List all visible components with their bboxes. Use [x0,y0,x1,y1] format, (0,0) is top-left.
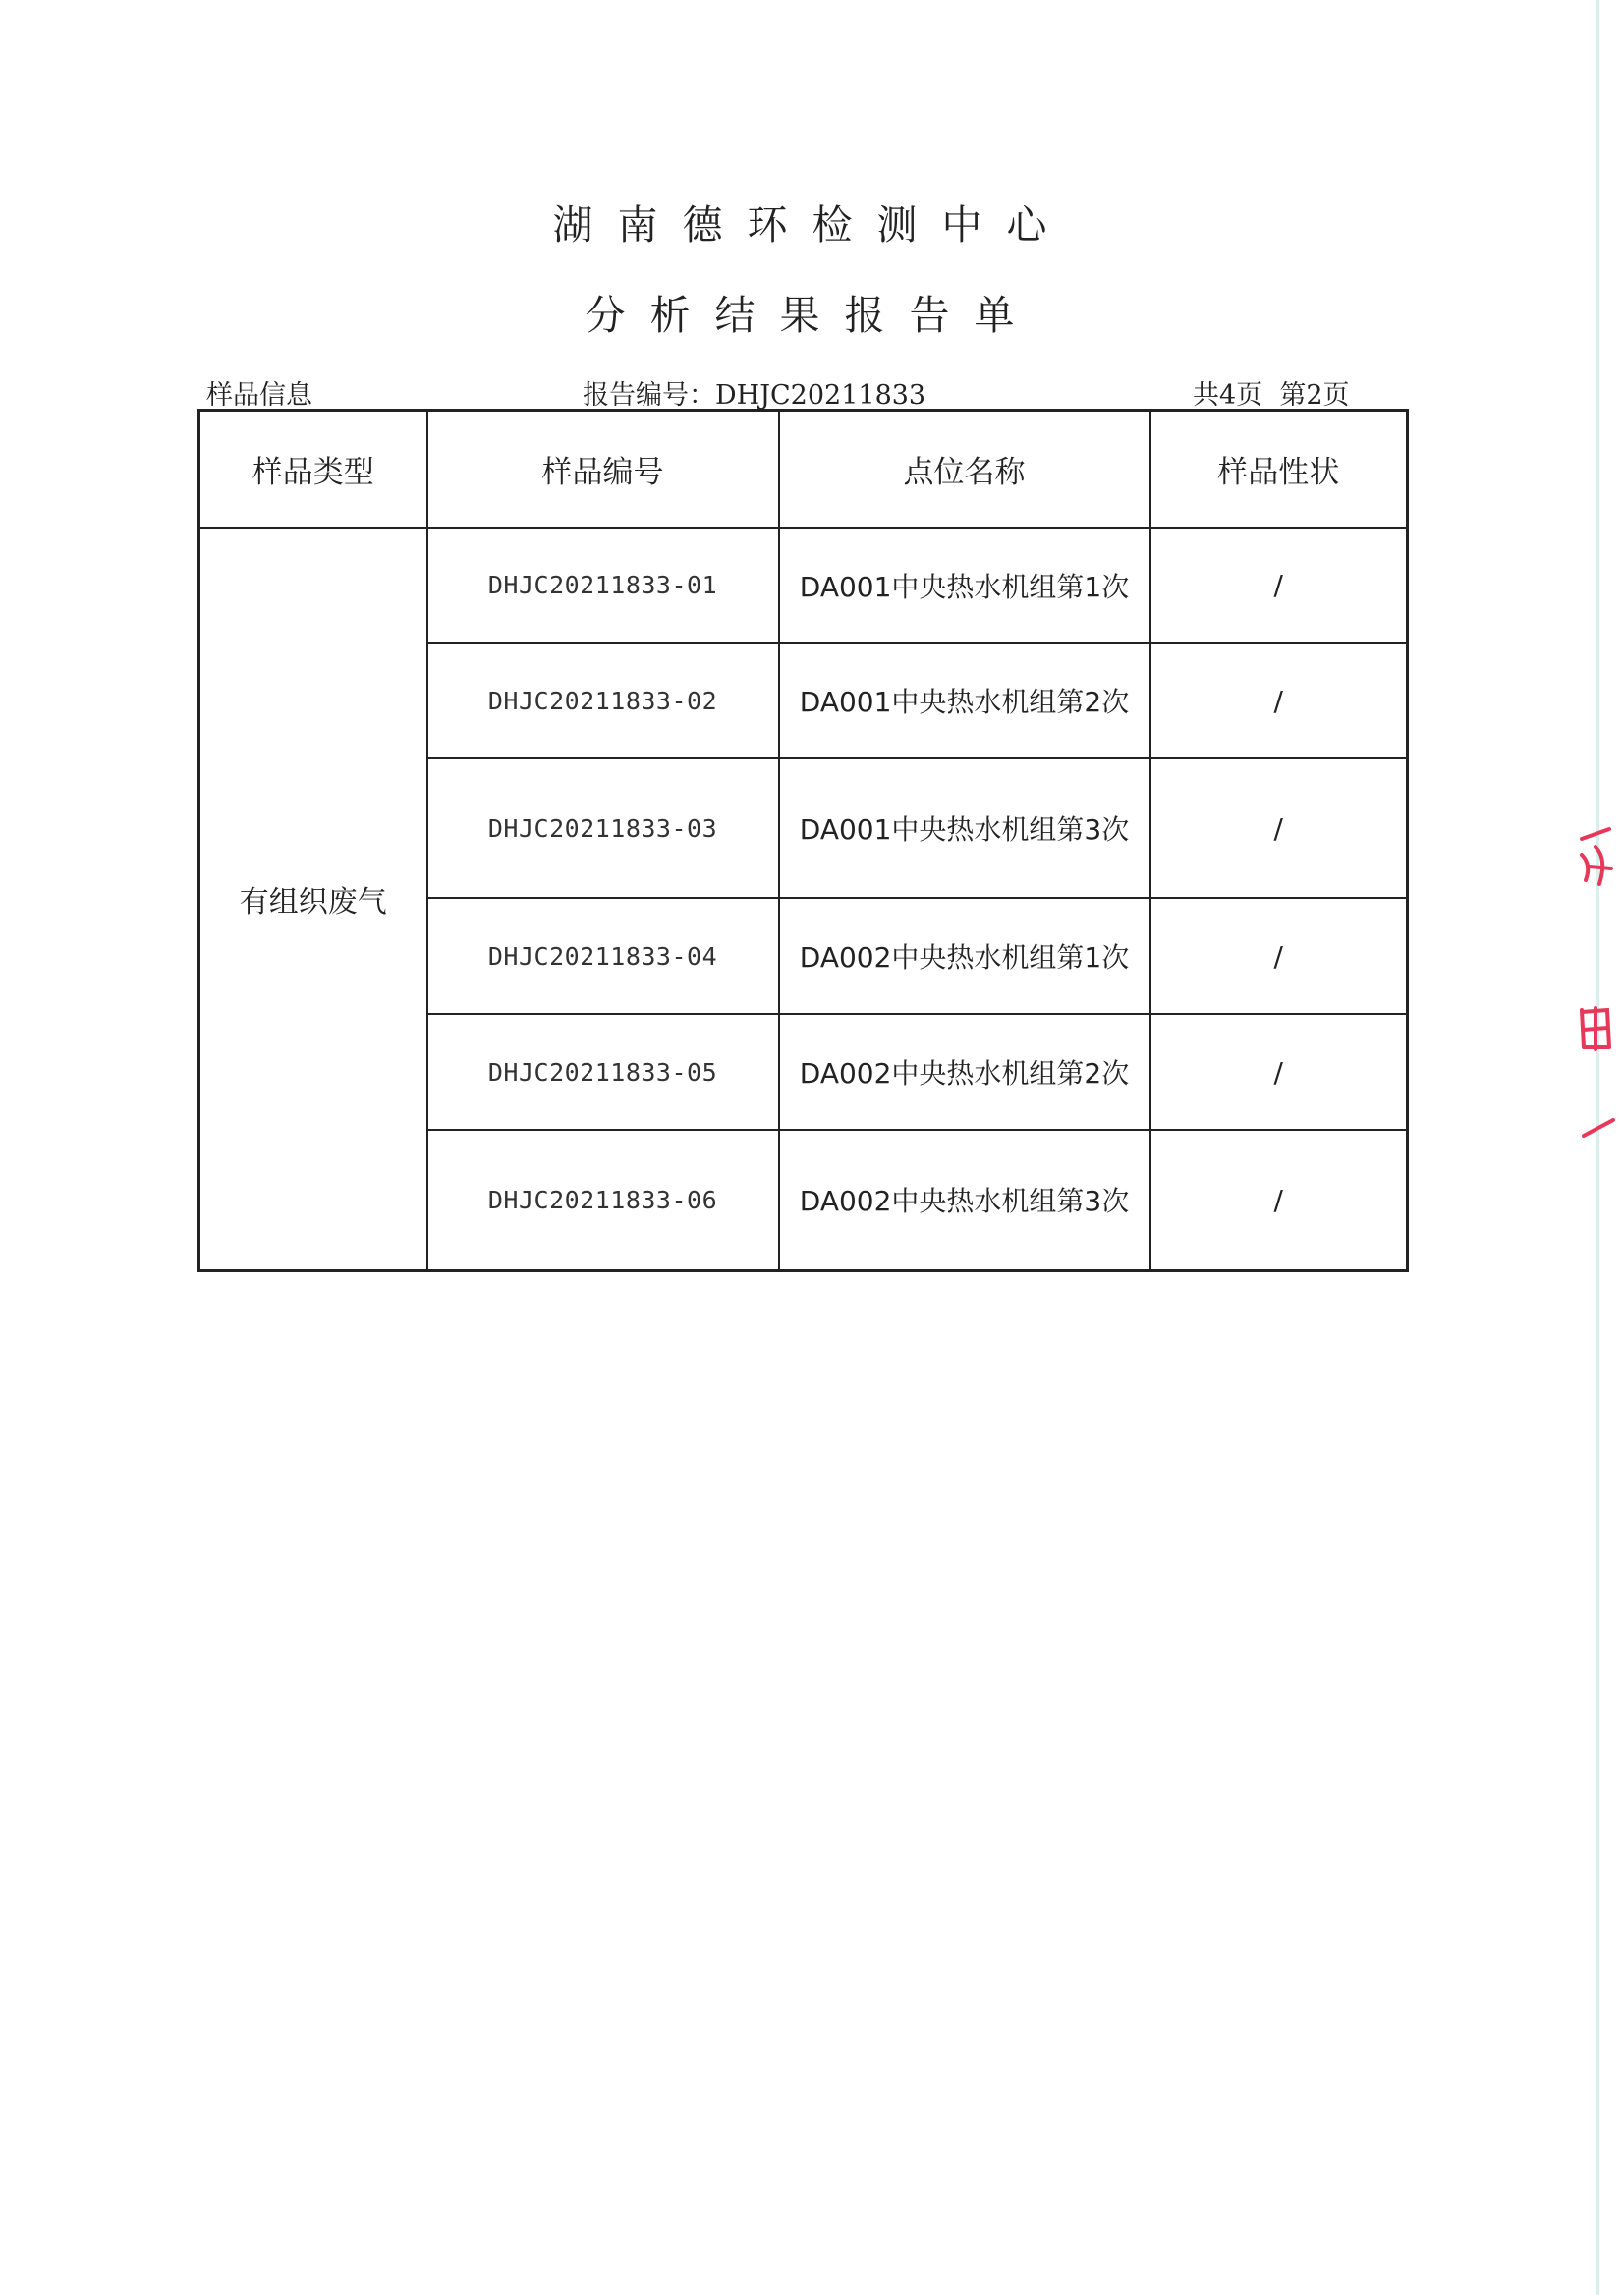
header-sample-state: 样品性状 [1150,411,1408,529]
point-name-cell: DA001中央热水机组第1次 [779,528,1150,643]
institution-title: 湖南德环检测中心 [552,201,1072,249]
sample-id-cell: DHJC20211833-04 [427,898,779,1014]
sample-state-cell: / [1150,528,1408,643]
point-name-cell: DA002中央热水机组第1次 [779,898,1150,1014]
point-name-cell: DA001中央热水机组第2次 [779,643,1150,758]
sample-state-cell: / [1150,1014,1408,1130]
report-number [583,373,925,412]
sample-id-cell: DHJC20211833-06 [427,1130,779,1270]
report-title: 分析结果报告单 [585,292,1039,339]
point-name-cell: DA002中央热水机组第3次 [779,1130,1150,1270]
sample-state-cell: / [1150,758,1408,898]
page-indicator: 共4页 第2页 [1193,380,1350,411]
sample-info-table [197,409,1409,1272]
sample-state-cell: / [1150,643,1408,758]
header-sample-type: 样品类型 [199,411,427,529]
sample-id-cell: DHJC20211833-02 [427,643,779,758]
sample-id-cell: DHJC20211833-01 [427,528,779,643]
report-number-label: 报告编号： [583,380,715,411]
sample-state-cell: / [1150,898,1408,1014]
sample-id-cell: DHJC20211833-05 [427,1014,779,1130]
sample-id-cell: DHJC20211833-03 [427,758,779,898]
point-name-cell: DA001中央热水机组第3次 [779,758,1150,898]
seal-stamp-fragment [1552,825,1624,1159]
sample-type-cell: 有组织废气 [199,528,427,1270]
sample-state-cell: / [1150,1130,1408,1270]
header-point-name: 点位名称 [779,411,1150,529]
header-sample-id: 样品编号 [427,411,779,529]
point-name-cell: DA002中央热水机组第2次 [779,1014,1150,1130]
table-row [199,528,1408,643]
section-label: 样品信息 [206,380,312,411]
report-number-value: DHJC20211833 [715,380,926,411]
table-header-row [199,411,1408,529]
